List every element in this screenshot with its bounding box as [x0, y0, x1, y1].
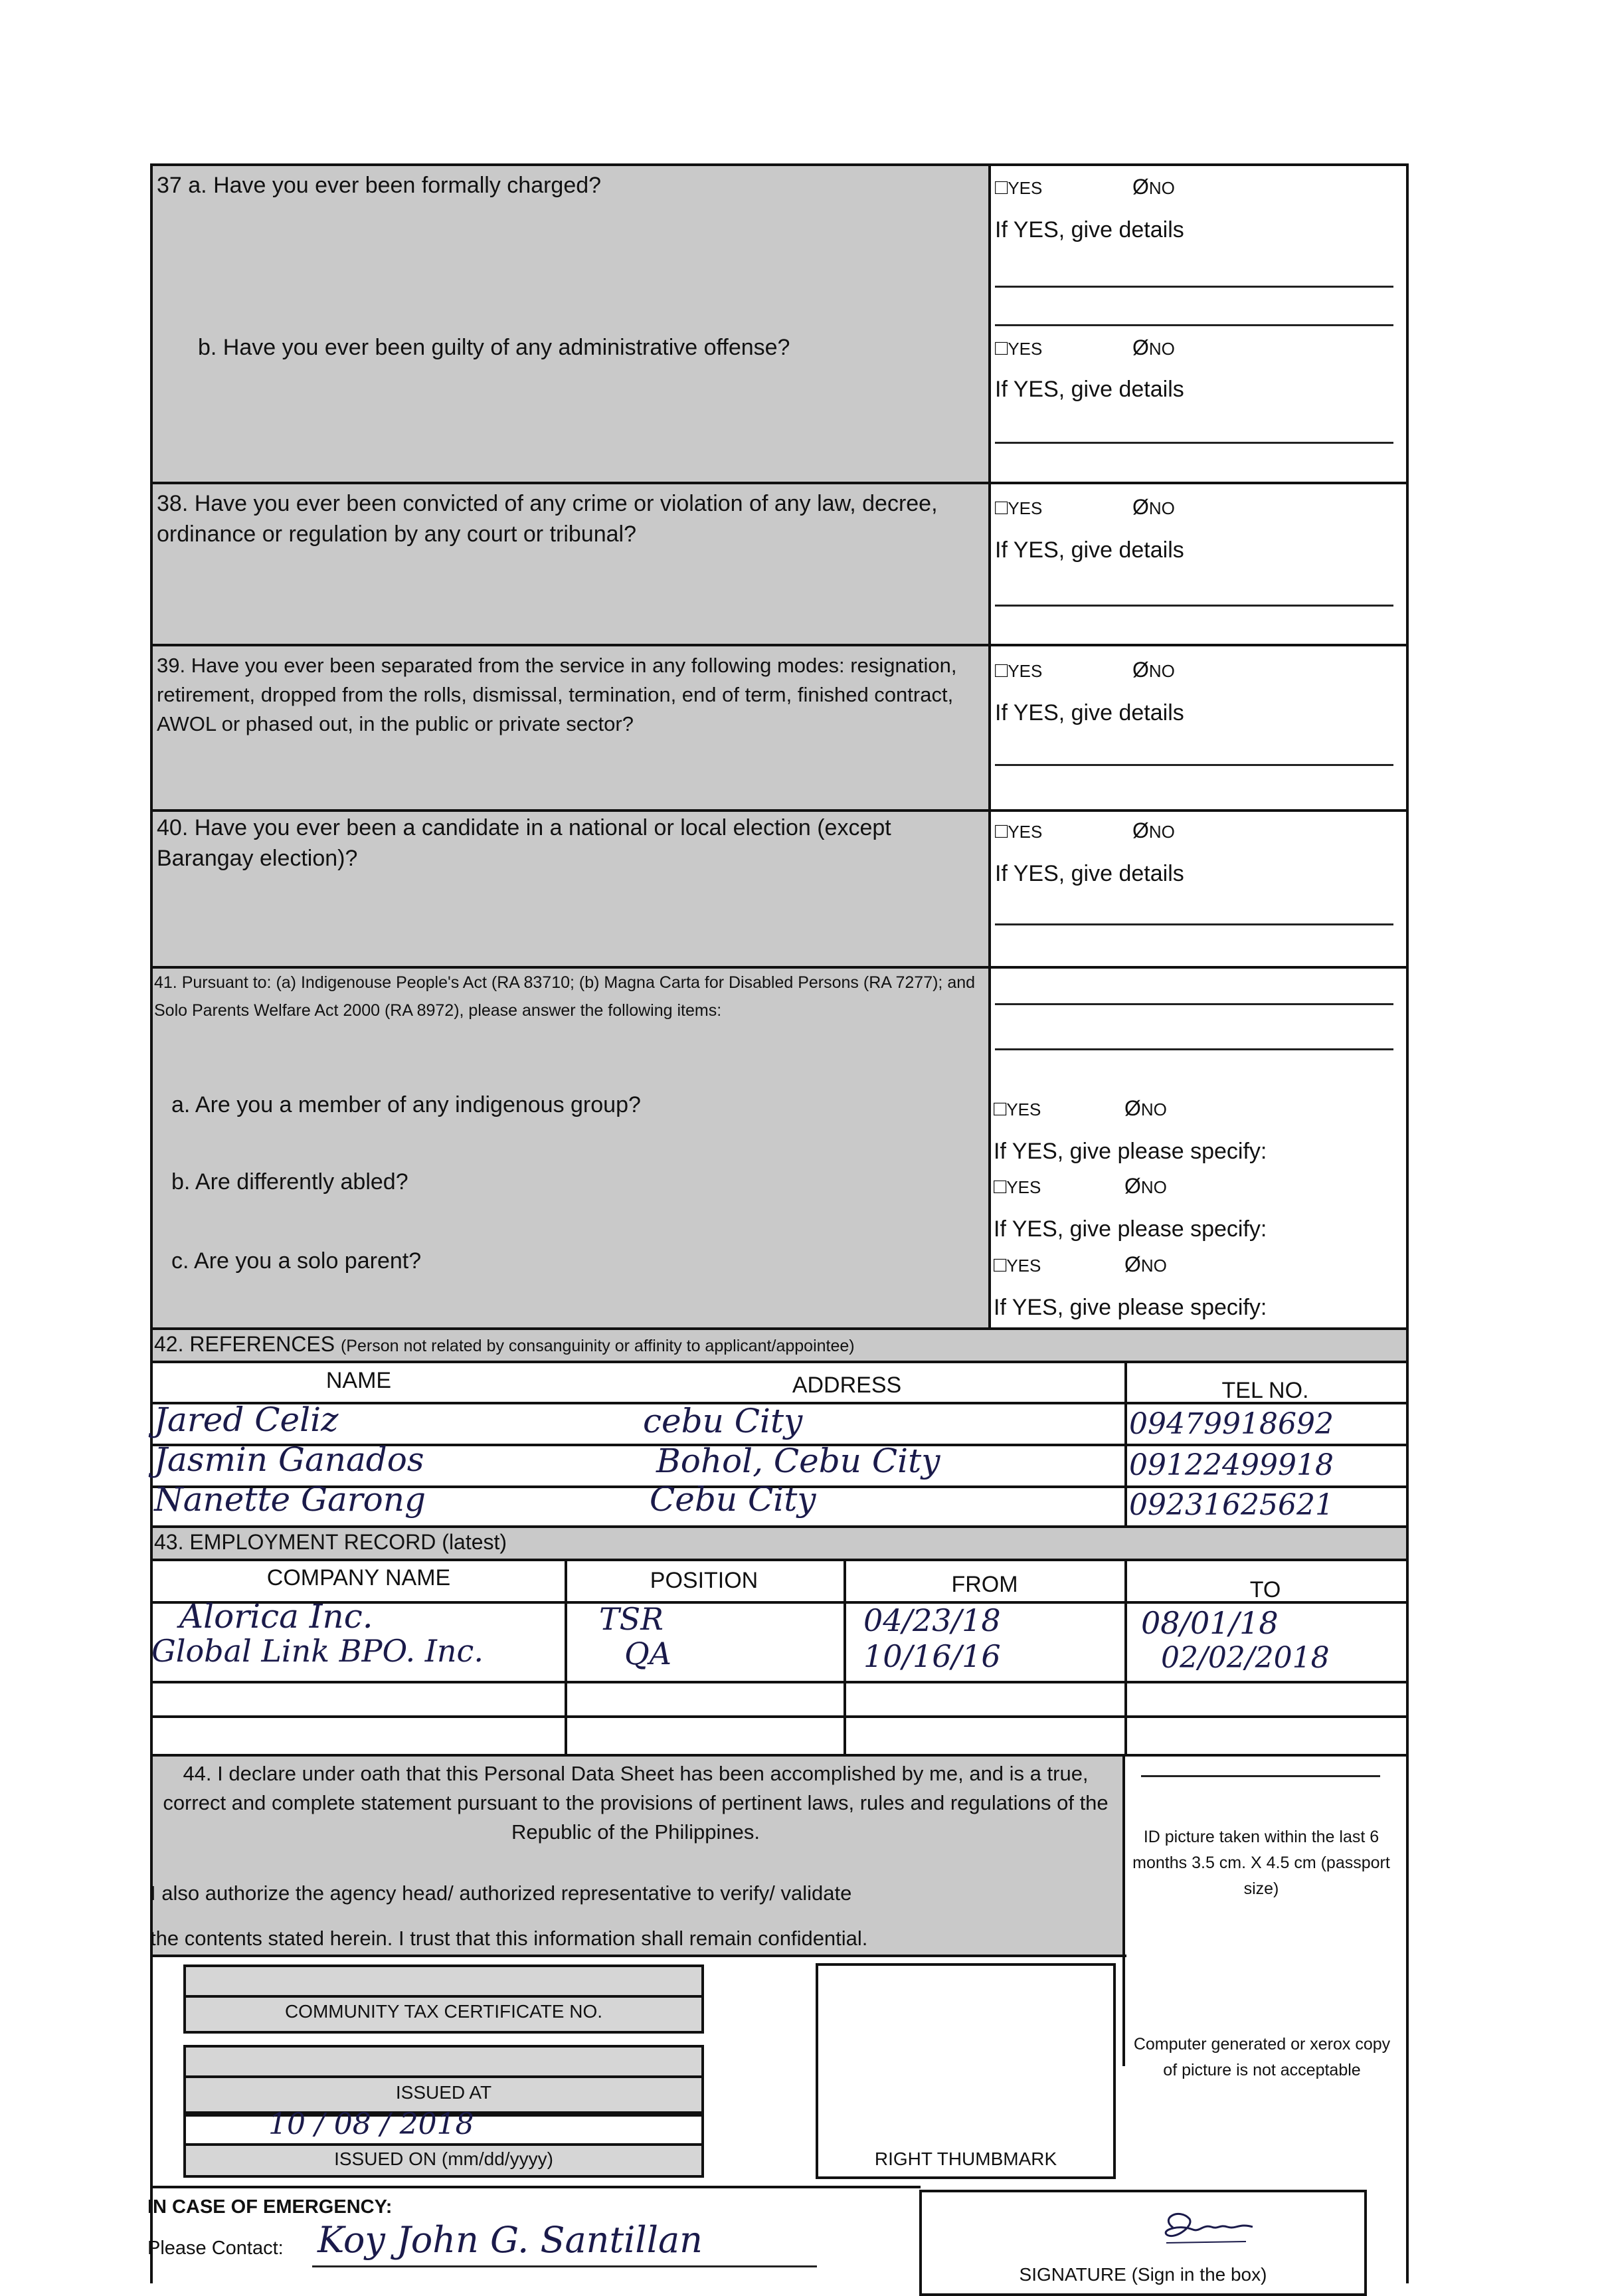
q41c-specify-label: If YES, give please specify:	[994, 1295, 1267, 1320]
q41c-no-option[interactable]: ØNO	[1124, 1252, 1167, 1276]
photo-box-note: Computer generated or xerox copy of picture is not acceptable	[1133, 2035, 1391, 2079]
declaration-text: 44. I declare under oath that this Personal Data Sheet has been accomplished by me, and is a true, correct and complete statement pursuant to the provisions of pertinent laws, rules and regulations of the Republic of the Philippines.	[163, 1762, 1109, 1844]
thumbmark-box	[816, 1963, 1116, 2179]
q41a-text: a. Are you a member of any indigenous group?	[171, 1092, 641, 1117]
emp-header-from: FROM	[951, 1572, 1018, 1597]
emp-row-1-company: Alorica Inc.	[179, 1597, 373, 1636]
emp-row-2-to: 02/02/2018	[1161, 1641, 1330, 1675]
photo-box-text: ID picture taken within the last 6 months 3.5 cm. X 4.5 cm (passport size)	[1132, 1828, 1390, 1898]
ref-header-tel: TEL NO.	[1221, 1378, 1309, 1403]
ref-header-address: ADDRESS	[792, 1373, 902, 1398]
q37b-yes-option[interactable]: □YES	[995, 335, 1043, 359]
emp-row-2-from: 10/16/16	[863, 1638, 1001, 1674]
issued-on-label: ISSUED ON (mm/dd/yyyy)	[334, 2149, 553, 2169]
q37b-no-option[interactable]: ØNO	[1132, 335, 1175, 359]
emp-row-1-position: TSR	[599, 1601, 664, 1637]
emp-header-position: POSITION	[650, 1568, 758, 1593]
q38-no-option[interactable]: ØNO	[1132, 495, 1175, 519]
q40-no-option[interactable]: ØNO	[1132, 818, 1175, 842]
q37a-yes-option[interactable]: □YES	[995, 175, 1043, 199]
q40-yes-option[interactable]: □YES	[995, 818, 1043, 842]
q41b-yes-option[interactable]: □YES	[994, 1174, 1041, 1198]
q41a-no-option[interactable]: ØNO	[1124, 1096, 1167, 1120]
signature-label: SIGNATURE (Sign in the box)	[1019, 2264, 1267, 2285]
ref-row-2-address: Bohol, Cebu City	[656, 1442, 940, 1480]
signature-mark	[1153, 2204, 1259, 2254]
q39-text: 39. Have you ever been separated from the service in any following modes: resignation, retirement, dropped from the rolls, dismissal, termination, end of term, finished contract, AWOL or phased out, in the public or private sector?	[157, 654, 957, 735]
q39-yes-option[interactable]: □YES	[995, 658, 1043, 682]
q37a-no-option[interactable]: ØNO	[1132, 175, 1175, 199]
ref-row-3-tel: 09231625621	[1129, 1488, 1334, 1522]
ctc-number-box[interactable]	[183, 1964, 704, 1998]
q41b-no-option[interactable]: ØNO	[1124, 1174, 1167, 1198]
emergency-contact-label: Please Contact:	[147, 2238, 284, 2259]
emp-row-1-to: 08/01/18	[1141, 1605, 1279, 1641]
q41b-text: b. Are differently abled?	[171, 1169, 408, 1195]
emp-row-1-from: 04/23/18	[863, 1602, 1001, 1638]
references-note: (Person not related by consanguinity or affinity to applicant/appointee)	[340, 1337, 855, 1355]
ref-row-2-tel: 09122499918	[1129, 1448, 1334, 1482]
ref-row-1-name: Jared Celiz	[154, 1400, 339, 1439]
q37a-details-label: If YES, give details	[995, 217, 1184, 242]
ref-row-1-tel: 09479918692	[1129, 1407, 1334, 1441]
emp-header-to: TO	[1249, 1577, 1281, 1602]
q38-text: 38. Have you ever been convicted of any crime or violation of any law, decree, ordinance or regulation by any court or tribunal?	[157, 491, 938, 547]
emp-header-company: COMPANY NAME	[266, 1565, 451, 1590]
q40-details-label: If YES, give details	[995, 861, 1184, 886]
references-title: 42. REFERENCES (Person not related by consanguinity or affinity to applicant/appointee)	[154, 1332, 855, 1356]
q37b-text: b. Have you ever been guilty of any administrative offense?	[198, 335, 790, 360]
issued-at-label: ISSUED AT	[395, 2082, 492, 2103]
q41-text: 41. Pursuant to: (a) Indigenouse People's Act (RA 83710; (b) Magna Carta for Disabled Persons (RA 7277); and Solo Parents Welfare Act 2000 (RA 8972), please answer the following items:	[154, 973, 976, 1020]
ref-header-name: NAME	[325, 1368, 392, 1393]
q37-question-cell	[153, 166, 988, 482]
ref-row-1-address: cebu City	[643, 1402, 803, 1440]
ref-row-2-name: Jasmin Ganados	[154, 1440, 424, 1479]
q41c-yes-option[interactable]: □YES	[994, 1252, 1041, 1276]
emergency-contact-value: Koy John G. Santillan	[317, 2219, 703, 2261]
issued-at-box[interactable]	[183, 2045, 704, 2078]
ref-row-3-address: Cebu City	[650, 1480, 816, 1519]
ref-row-3-name: Nanette Garong	[154, 1480, 426, 1519]
q41c-text: c. Are you a solo parent?	[171, 1248, 422, 1274]
emergency-title: IN CASE OF EMERGENCY:	[147, 2196, 393, 2218]
q38-details-label: If YES, give details	[995, 537, 1184, 563]
emp-row-2-position: QA	[624, 1636, 671, 1672]
q40-text: 40. Have you ever been a candidate in a national or local election (except Barangay election)?	[157, 815, 891, 871]
q37a-text: 37 a. Have you ever been formally charged?	[157, 173, 602, 198]
issued-on-value: 10 / 08 / 2018	[268, 2107, 474, 2141]
ctc-label: COMMUNITY TAX CERTIFICATE NO.	[284, 2001, 603, 2022]
q41a-specify-label: If YES, give please specify:	[994, 1139, 1267, 1164]
q37b-details-label: If YES, give details	[995, 377, 1184, 402]
q39-no-option[interactable]: ØNO	[1132, 658, 1175, 682]
q38-yes-option[interactable]: □YES	[995, 495, 1043, 519]
employment-title: 43. EMPLOYMENT RECORD (latest)	[154, 1530, 507, 1554]
emp-row-2-company: Global Link BPO. Inc.	[151, 1633, 484, 1669]
authorize-line-1: I also authorize the agency head/ authorized representative to verify/ validate	[150, 1881, 852, 1905]
q41b-specify-label: If YES, give please specify:	[994, 1216, 1267, 1242]
q39-details-label: If YES, give details	[995, 700, 1184, 725]
q41a-yes-option[interactable]: □YES	[994, 1096, 1041, 1120]
thumbmark-label: RIGHT THUMBMARK	[874, 2149, 1057, 2169]
authorize-line-2: the contents stated herein. I trust that this information shall remain confidential.	[150, 1927, 868, 1950]
